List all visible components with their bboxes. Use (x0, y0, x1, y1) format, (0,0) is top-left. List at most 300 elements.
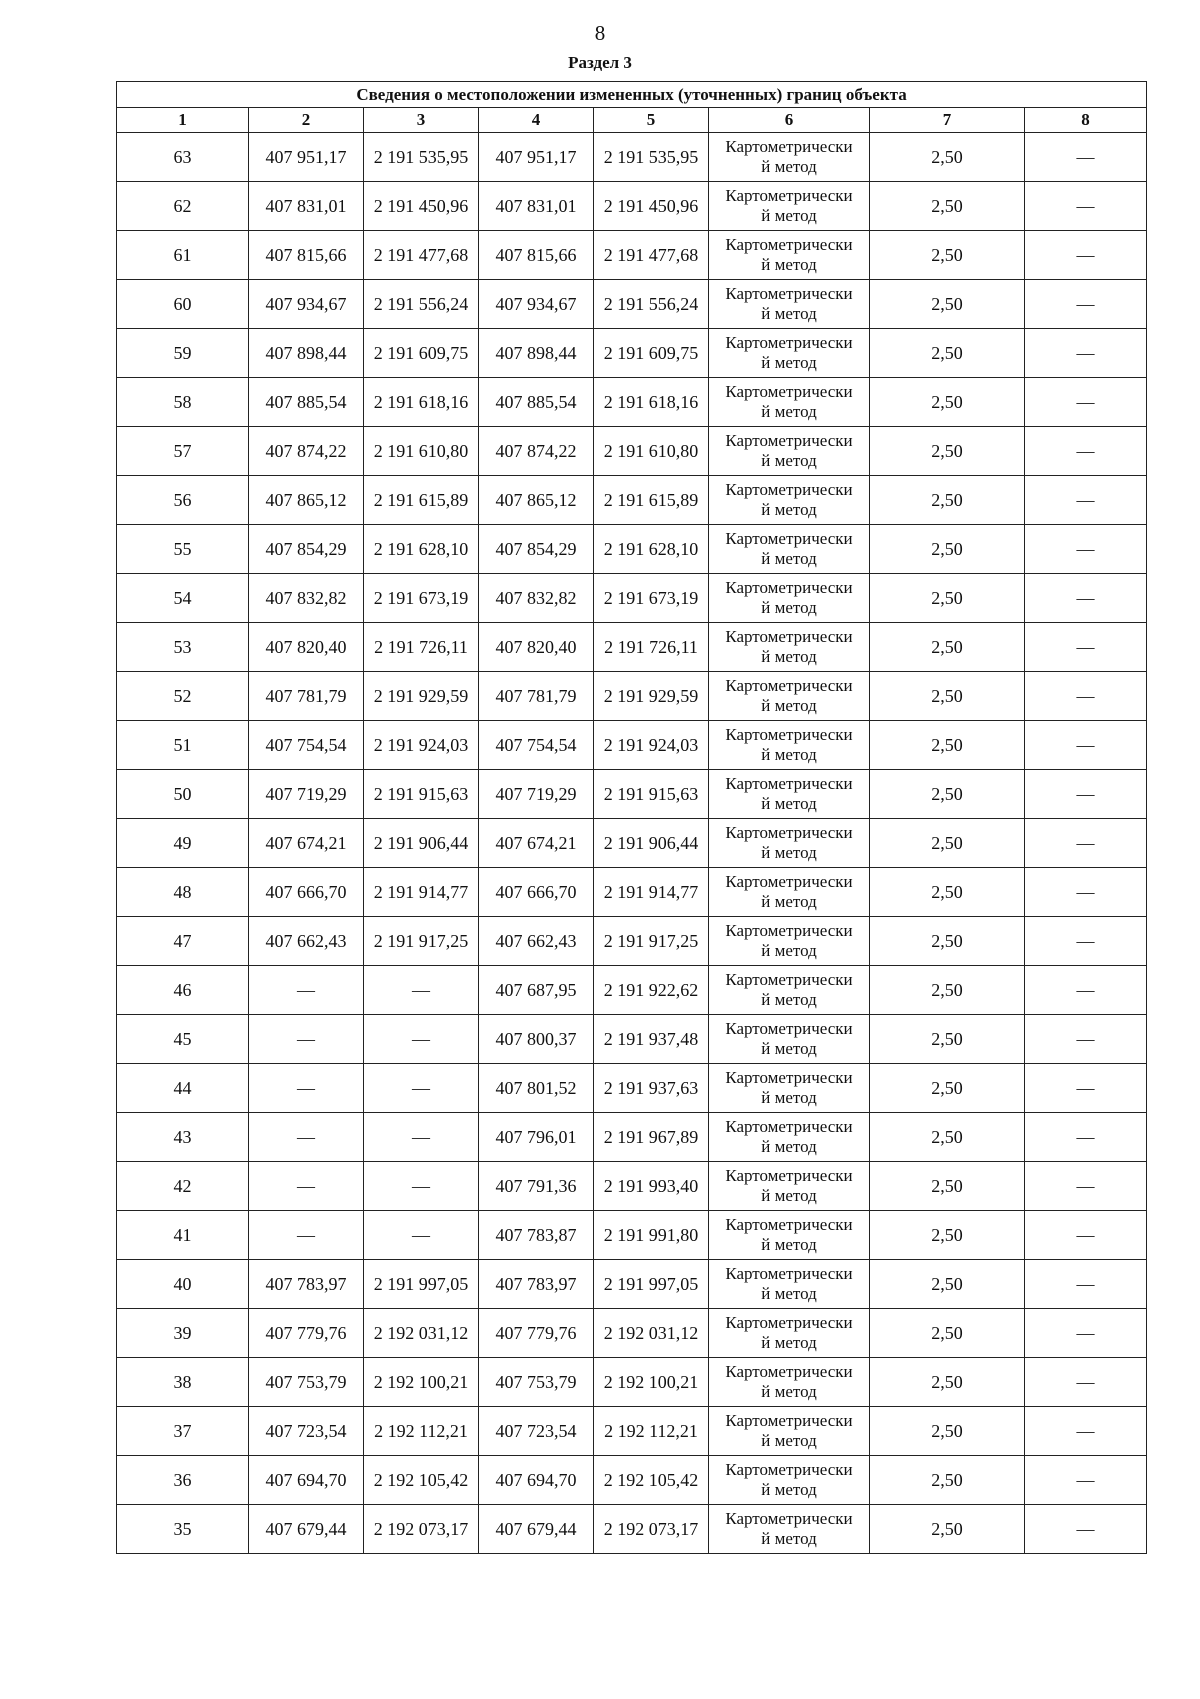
method-cell (709, 966, 870, 1015)
method-cell (709, 672, 870, 721)
x-old-cell: 407 753,79 (249, 1358, 364, 1407)
x-new-cell: 407 800,37 (479, 1015, 594, 1064)
y-new-cell: 2 191 450,96 (594, 182, 709, 231)
note-cell: — (1025, 672, 1147, 721)
table-row (117, 1015, 1147, 1064)
accuracy-cell: 2,50 (870, 672, 1025, 721)
y-new-cell: 2 191 535,95 (594, 133, 709, 182)
y-new-cell: 2 191 937,48 (594, 1015, 709, 1064)
y-new-cell: 2 191 967,89 (594, 1113, 709, 1162)
table-row (117, 1456, 1147, 1505)
method-line: й метод (761, 1284, 817, 1303)
y-new-cell: 2 192 073,17 (594, 1505, 709, 1554)
note-cell: — (1025, 721, 1147, 770)
y-old-cell: — (364, 966, 479, 1015)
method-cell (709, 721, 870, 770)
y-new-cell: 2 191 615,89 (594, 476, 709, 525)
x-new-cell: 407 832,82 (479, 574, 594, 623)
table-row (117, 378, 1147, 427)
y-new-cell: 2 191 991,80 (594, 1211, 709, 1260)
method-cell (709, 1113, 870, 1162)
method-line: й метод (761, 500, 817, 519)
table-row (117, 427, 1147, 476)
method-cell (709, 1260, 870, 1309)
accuracy-cell: 2,50 (870, 378, 1025, 427)
method-line: Картометрически (725, 431, 853, 450)
method-cell (709, 1309, 870, 1358)
table-row (117, 1260, 1147, 1309)
method-cell (709, 1162, 870, 1211)
table-row (117, 623, 1147, 672)
column-number-header: 6 (709, 108, 870, 133)
y-old-cell: 2 191 609,75 (364, 329, 479, 378)
column-number-row (117, 108, 1147, 133)
y-old-cell: 2 191 477,68 (364, 231, 479, 280)
y-old-cell: 2 191 906,44 (364, 819, 479, 868)
note-cell: — (1025, 1358, 1147, 1407)
table-row (117, 280, 1147, 329)
accuracy-cell: 2,50 (870, 476, 1025, 525)
point-number-cell: 53 (117, 623, 249, 672)
x-old-cell: — (249, 1064, 364, 1113)
point-number-cell: 43 (117, 1113, 249, 1162)
point-number-cell: 41 (117, 1211, 249, 1260)
method-line: й метод (761, 353, 817, 372)
method-cell (709, 133, 870, 182)
x-new-cell: 407 791,36 (479, 1162, 594, 1211)
table-row (117, 1113, 1147, 1162)
x-old-cell: 407 783,97 (249, 1260, 364, 1309)
y-new-cell: 2 191 673,19 (594, 574, 709, 623)
x-new-cell: 407 674,21 (479, 819, 594, 868)
point-number-cell: 52 (117, 672, 249, 721)
method-line: й метод (761, 598, 817, 617)
x-old-cell: 407 831,01 (249, 182, 364, 231)
x-new-cell: 407 885,54 (479, 378, 594, 427)
accuracy-cell: 2,50 (870, 1260, 1025, 1309)
x-old-cell: 407 885,54 (249, 378, 364, 427)
y-old-cell: — (364, 1162, 479, 1211)
method-line: й метод (761, 1088, 817, 1107)
method-line: Картометрически (725, 970, 853, 989)
note-cell: — (1025, 1505, 1147, 1554)
y-old-cell: 2 192 112,21 (364, 1407, 479, 1456)
method-line: Картометрически (725, 1509, 853, 1528)
y-old-cell: 2 191 610,80 (364, 427, 479, 476)
point-number-cell: 48 (117, 868, 249, 917)
y-old-cell: 2 191 556,24 (364, 280, 479, 329)
method-cell (709, 1015, 870, 1064)
accuracy-cell: 2,50 (870, 1162, 1025, 1211)
point-number-cell: 58 (117, 378, 249, 427)
y-old-cell: 2 191 914,77 (364, 868, 479, 917)
method-line: Картометрически (725, 333, 853, 352)
note-cell: — (1025, 1015, 1147, 1064)
method-line: Картометрически (725, 1362, 853, 1381)
method-line: Картометрически (725, 1460, 853, 1479)
y-old-cell: 2 192 031,12 (364, 1309, 479, 1358)
y-old-cell: 2 191 628,10 (364, 525, 479, 574)
table-row (117, 1358, 1147, 1407)
x-new-cell: 407 898,44 (479, 329, 594, 378)
y-old-cell: 2 191 615,89 (364, 476, 479, 525)
method-line: Картометрически (725, 137, 853, 156)
method-cell (709, 574, 870, 623)
y-new-cell: 2 192 031,12 (594, 1309, 709, 1358)
x-old-cell: 407 815,66 (249, 231, 364, 280)
method-line: й метод (761, 1431, 817, 1450)
note-cell: — (1025, 966, 1147, 1015)
y-new-cell: 2 191 609,75 (594, 329, 709, 378)
method-line: й метод (761, 696, 817, 715)
note-cell: — (1025, 182, 1147, 231)
x-new-cell: 407 874,22 (479, 427, 594, 476)
page-number: 8 (594, 21, 606, 45)
method-cell (709, 329, 870, 378)
accuracy-cell: 2,50 (870, 1358, 1025, 1407)
x-new-cell: 407 679,44 (479, 1505, 594, 1554)
method-line: й метод (761, 745, 817, 764)
y-new-cell: 2 191 914,77 (594, 868, 709, 917)
point-number-cell: 59 (117, 329, 249, 378)
x-new-cell: 407 820,40 (479, 623, 594, 672)
method-line: Картометрически (725, 529, 853, 548)
method-line: Картометрически (725, 1068, 853, 1087)
method-line: й метод (761, 1480, 817, 1499)
method-cell (709, 868, 870, 917)
accuracy-cell: 2,50 (870, 1309, 1025, 1358)
x-old-cell: 407 781,79 (249, 672, 364, 721)
method-line: Картометрически (725, 823, 853, 842)
accuracy-cell: 2,50 (870, 966, 1025, 1015)
y-new-cell: 2 191 628,10 (594, 525, 709, 574)
method-line: й метод (761, 1529, 817, 1548)
x-old-cell: 407 662,43 (249, 917, 364, 966)
method-line: Картометрически (725, 480, 853, 499)
x-old-cell: — (249, 1113, 364, 1162)
x-old-cell: 407 666,70 (249, 868, 364, 917)
method-line: й метод (761, 206, 817, 225)
accuracy-cell: 2,50 (870, 1064, 1025, 1113)
y-old-cell: — (364, 1015, 479, 1064)
table-row (117, 1407, 1147, 1456)
y-old-cell: 2 191 917,25 (364, 917, 479, 966)
method-line: й метод (761, 1333, 817, 1352)
x-new-cell: 407 801,52 (479, 1064, 594, 1113)
table-row (117, 525, 1147, 574)
note-cell: — (1025, 1064, 1147, 1113)
point-number-cell: 36 (117, 1456, 249, 1505)
point-number-cell: 49 (117, 819, 249, 868)
point-number-cell: 35 (117, 1505, 249, 1554)
x-new-cell: 407 753,79 (479, 1358, 594, 1407)
point-number-cell: 37 (117, 1407, 249, 1456)
note-cell: — (1025, 378, 1147, 427)
y-new-cell: 2 191 997,05 (594, 1260, 709, 1309)
x-old-cell: 407 865,12 (249, 476, 364, 525)
y-new-cell: 2 191 915,63 (594, 770, 709, 819)
method-cell (709, 819, 870, 868)
x-new-cell: 407 951,17 (479, 133, 594, 182)
y-new-cell: 2 191 477,68 (594, 231, 709, 280)
method-cell (709, 525, 870, 574)
y-old-cell: — (364, 1064, 479, 1113)
table-row (117, 133, 1147, 182)
x-new-cell: 407 719,29 (479, 770, 594, 819)
accuracy-cell: 2,50 (870, 1407, 1025, 1456)
table-row (117, 231, 1147, 280)
y-old-cell: 2 191 450,96 (364, 182, 479, 231)
method-line: Картометрически (725, 627, 853, 646)
accuracy-cell: 2,50 (870, 1113, 1025, 1162)
note-cell: — (1025, 770, 1147, 819)
y-old-cell: 2 191 924,03 (364, 721, 479, 770)
y-old-cell: 2 192 105,42 (364, 1456, 479, 1505)
table-row (117, 574, 1147, 623)
point-number-cell: 42 (117, 1162, 249, 1211)
note-cell: — (1025, 329, 1147, 378)
y-old-cell: 2 191 997,05 (364, 1260, 479, 1309)
y-old-cell: 2 191 726,11 (364, 623, 479, 672)
method-line: й метод (761, 892, 817, 911)
x-old-cell: 407 934,67 (249, 280, 364, 329)
x-new-cell: 407 815,66 (479, 231, 594, 280)
table-row (117, 672, 1147, 721)
accuracy-cell: 2,50 (870, 1211, 1025, 1260)
method-cell (709, 1456, 870, 1505)
note-cell: — (1025, 1113, 1147, 1162)
x-old-cell: 407 674,21 (249, 819, 364, 868)
method-line: Картометрически (725, 1264, 853, 1283)
x-new-cell: 407 754,54 (479, 721, 594, 770)
x-new-cell: 407 865,12 (479, 476, 594, 525)
y-new-cell: 2 191 618,16 (594, 378, 709, 427)
method-line: Картометрически (725, 186, 853, 205)
note-cell: — (1025, 427, 1147, 476)
accuracy-cell: 2,50 (870, 868, 1025, 917)
x-new-cell: 407 796,01 (479, 1113, 594, 1162)
y-new-cell: 2 191 924,03 (594, 721, 709, 770)
note-cell: — (1025, 917, 1147, 966)
y-new-cell: 2 192 105,42 (594, 1456, 709, 1505)
x-old-cell: 407 679,44 (249, 1505, 364, 1554)
method-line: й метод (761, 843, 817, 862)
point-number-cell: 51 (117, 721, 249, 770)
table-row (117, 819, 1147, 868)
method-line: й метод (761, 304, 817, 323)
x-old-cell: — (249, 966, 364, 1015)
x-new-cell: 407 934,67 (479, 280, 594, 329)
y-old-cell: 2 191 618,16 (364, 378, 479, 427)
method-cell (709, 623, 870, 672)
point-number-cell: 50 (117, 770, 249, 819)
y-new-cell: 2 191 906,44 (594, 819, 709, 868)
note-cell: — (1025, 574, 1147, 623)
method-line: й метод (761, 157, 817, 176)
column-number-header: 8 (1025, 108, 1147, 133)
method-line: Картометрически (725, 676, 853, 695)
method-cell (709, 1505, 870, 1554)
x-new-cell: 407 779,76 (479, 1309, 594, 1358)
x-old-cell: 407 694,70 (249, 1456, 364, 1505)
y-old-cell: 2 192 073,17 (364, 1505, 479, 1554)
note-cell: — (1025, 476, 1147, 525)
point-number-cell: 47 (117, 917, 249, 966)
accuracy-cell: 2,50 (870, 231, 1025, 280)
table-row (117, 1064, 1147, 1113)
method-line: й метод (761, 990, 817, 1009)
table-row (117, 770, 1147, 819)
table-row (117, 329, 1147, 378)
column-number-header: 2 (249, 108, 364, 133)
method-line: й метод (761, 1137, 817, 1156)
table-caption-row (117, 82, 1147, 108)
method-line: й метод (761, 549, 817, 568)
y-new-cell: 2 192 112,21 (594, 1407, 709, 1456)
accuracy-cell: 2,50 (870, 1456, 1025, 1505)
note-cell: — (1025, 819, 1147, 868)
method-line: й метод (761, 1382, 817, 1401)
method-line: й метод (761, 647, 817, 666)
accuracy-cell: 2,50 (870, 182, 1025, 231)
point-number-cell: 40 (117, 1260, 249, 1309)
accuracy-cell: 2,50 (870, 280, 1025, 329)
note-cell: — (1025, 1211, 1147, 1260)
method-line: й метод (761, 1039, 817, 1058)
x-old-cell: 407 854,29 (249, 525, 364, 574)
method-line: й метод (761, 402, 817, 421)
method-cell (709, 378, 870, 427)
y-new-cell: 2 191 610,80 (594, 427, 709, 476)
y-old-cell: — (364, 1211, 479, 1260)
method-line: й метод (761, 255, 817, 274)
table-row (117, 182, 1147, 231)
x-old-cell: — (249, 1015, 364, 1064)
point-number-cell: 60 (117, 280, 249, 329)
point-number-cell: 38 (117, 1358, 249, 1407)
accuracy-cell: 2,50 (870, 1505, 1025, 1554)
x-old-cell: 407 779,76 (249, 1309, 364, 1358)
y-new-cell: 2 191 726,11 (594, 623, 709, 672)
method-line: й метод (761, 451, 817, 470)
x-new-cell: 407 694,70 (479, 1456, 594, 1505)
accuracy-cell: 2,50 (870, 917, 1025, 966)
method-line: Картометрически (725, 578, 853, 597)
accuracy-cell: 2,50 (870, 525, 1025, 574)
x-new-cell: 407 781,79 (479, 672, 594, 721)
y-new-cell: 2 192 100,21 (594, 1358, 709, 1407)
point-number-cell: 61 (117, 231, 249, 280)
x-old-cell: — (249, 1162, 364, 1211)
x-new-cell: 407 783,87 (479, 1211, 594, 1260)
table-row (117, 868, 1147, 917)
note-cell: — (1025, 868, 1147, 917)
method-cell (709, 1407, 870, 1456)
method-line: Картометрически (725, 284, 853, 303)
table-row (117, 966, 1147, 1015)
x-old-cell: 407 754,54 (249, 721, 364, 770)
x-old-cell: 407 832,82 (249, 574, 364, 623)
x-old-cell: 407 898,44 (249, 329, 364, 378)
accuracy-cell: 2,50 (870, 819, 1025, 868)
note-cell: — (1025, 1456, 1147, 1505)
column-number-header: 5 (594, 108, 709, 133)
y-new-cell: 2 191 929,59 (594, 672, 709, 721)
y-new-cell: 2 191 922,62 (594, 966, 709, 1015)
accuracy-cell: 2,50 (870, 427, 1025, 476)
point-number-cell: 54 (117, 574, 249, 623)
section-title: Раздел 3 (568, 53, 632, 72)
method-line: й метод (761, 1186, 817, 1205)
method-cell (709, 1358, 870, 1407)
method-cell (709, 427, 870, 476)
note-cell: — (1025, 1260, 1147, 1309)
method-cell (709, 917, 870, 966)
table-row (117, 1309, 1147, 1358)
method-line: й метод (761, 1235, 817, 1254)
y-new-cell: 2 191 556,24 (594, 280, 709, 329)
point-number-cell: 56 (117, 476, 249, 525)
x-new-cell: 407 662,43 (479, 917, 594, 966)
point-number-cell: 45 (117, 1015, 249, 1064)
x-old-cell: 407 719,29 (249, 770, 364, 819)
x-old-cell: 407 820,40 (249, 623, 364, 672)
table-row (117, 917, 1147, 966)
method-cell (709, 476, 870, 525)
x-old-cell: 407 874,22 (249, 427, 364, 476)
y-new-cell: 2 191 993,40 (594, 1162, 709, 1211)
x-new-cell: 407 687,95 (479, 966, 594, 1015)
method-line: й метод (761, 794, 817, 813)
point-number-cell: 57 (117, 427, 249, 476)
y-old-cell: 2 191 535,95 (364, 133, 479, 182)
x-new-cell: 407 723,54 (479, 1407, 594, 1456)
table-row (117, 721, 1147, 770)
column-number-header: 3 (364, 108, 479, 133)
accuracy-cell: 2,50 (870, 623, 1025, 672)
method-cell (709, 1211, 870, 1260)
note-cell: — (1025, 1407, 1147, 1456)
note-cell: — (1025, 525, 1147, 574)
note-cell: — (1025, 231, 1147, 280)
x-new-cell: 407 854,29 (479, 525, 594, 574)
method-line: Картометрически (725, 382, 853, 401)
method-line: Картометрически (725, 1117, 853, 1136)
method-line: Картометрически (725, 1411, 853, 1430)
method-line: Картометрически (725, 872, 853, 891)
note-cell: — (1025, 280, 1147, 329)
column-number-header: 7 (870, 108, 1025, 133)
note-cell: — (1025, 1309, 1147, 1358)
table-row (117, 1162, 1147, 1211)
accuracy-cell: 2,50 (870, 721, 1025, 770)
table-row (117, 1505, 1147, 1554)
x-old-cell: — (249, 1211, 364, 1260)
method-line: Картометрически (725, 1019, 853, 1038)
accuracy-cell: 2,50 (870, 770, 1025, 819)
point-number-cell: 63 (117, 133, 249, 182)
point-number-cell: 55 (117, 525, 249, 574)
method-cell (709, 1064, 870, 1113)
table-body (117, 133, 1147, 1554)
column-number-header: 1 (117, 108, 249, 133)
accuracy-cell: 2,50 (870, 329, 1025, 378)
table-caption: Сведения о местоположении измененных (уточненных) границ объекта (117, 82, 1147, 108)
y-old-cell: — (364, 1113, 479, 1162)
y-old-cell: 2 191 673,19 (364, 574, 479, 623)
method-cell (709, 231, 870, 280)
method-line: й метод (761, 941, 817, 960)
